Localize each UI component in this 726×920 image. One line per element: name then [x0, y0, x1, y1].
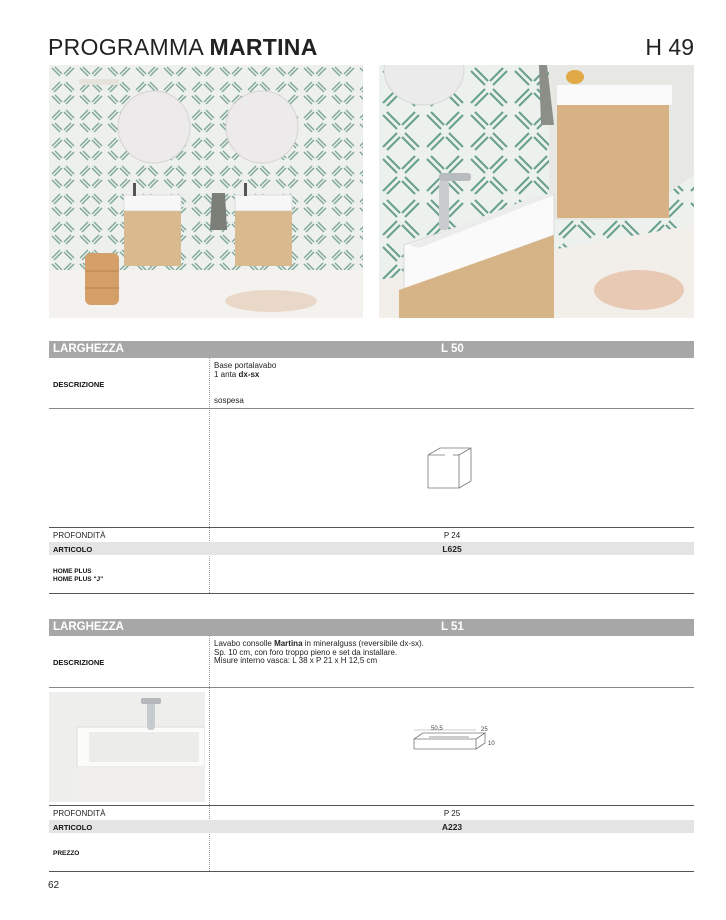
- cabinet-drawing: [425, 445, 475, 496]
- dim-depth-label: 25: [481, 727, 488, 733]
- description-text: Lavabo consolle Martina in mineralguss (reversibile dx-sx). Sp. 10 cm, con foro troppo pieno e set da installare. Misure interno vasca: L 38 x P 21 x H 12,5 cm: [214, 639, 424, 666]
- home-plus-label: HOME PLUS: [53, 568, 92, 575]
- descrizione-label: DESCRIZIONE: [53, 658, 105, 667]
- articolo-value: A223: [441, 822, 463, 832]
- larghezza-value: L 50: [441, 343, 464, 355]
- articolo-row: [49, 820, 694, 833]
- section-bottom-line: [49, 871, 694, 872]
- prezzo-label: PREZZO: [53, 850, 80, 857]
- articolo-value: L625: [442, 544, 462, 554]
- sink-closeup-photo: [379, 65, 694, 318]
- articolo-label: ARTICOLO: [53, 823, 93, 832]
- dim-width-label: 50,5: [431, 726, 443, 732]
- row-divider: [49, 687, 694, 688]
- section-header: [49, 619, 694, 636]
- profondita-label: PROFONDITÀ: [53, 809, 106, 818]
- title-name: MARTINA: [209, 34, 318, 60]
- description-text: Base portalavabo 1 anta dx-sx: [214, 361, 277, 379]
- larghezza-value: L 51: [441, 621, 464, 633]
- section-header: [49, 341, 694, 358]
- row-divider: [49, 408, 694, 409]
- row-divider: [49, 527, 694, 528]
- column-divider: [209, 636, 210, 871]
- descrizione-label: DESCRIZIONE: [53, 380, 105, 389]
- articolo-label: ARTICOLO: [53, 545, 93, 554]
- bathroom-photo-wide: [49, 65, 363, 318]
- profondita-value: P 25: [443, 809, 461, 818]
- product-code: H 49: [645, 34, 694, 60]
- articolo-row: [49, 542, 694, 555]
- sink-product-photo: [49, 692, 205, 802]
- column-divider: [209, 358, 210, 593]
- larghezza-label: LARGHEZZA: [53, 621, 124, 633]
- description-mounting: sospesa: [214, 396, 244, 405]
- page-title: PROGRAMMA MARTINA: [48, 34, 318, 60]
- profondita-label: PROFONDITÀ: [53, 531, 106, 540]
- row-divider: [49, 805, 694, 806]
- section-bottom-line: [49, 593, 694, 594]
- home-plus-j-label: HOME PLUS "J": [53, 576, 104, 583]
- larghezza-label: LARGHEZZA: [53, 343, 124, 355]
- profondita-value: P 24: [443, 531, 461, 540]
- page-number: 62: [48, 880, 60, 891]
- dim-height-label: 10: [488, 741, 495, 747]
